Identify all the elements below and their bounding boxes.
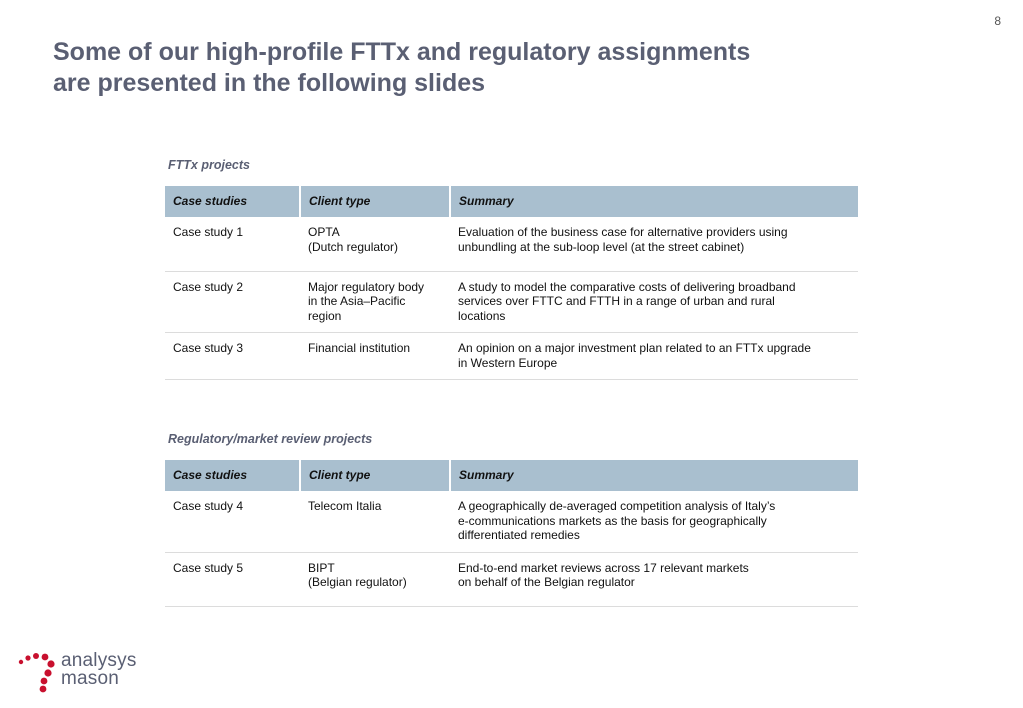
client-type-cell: OPTA (Dutch regulator) xyxy=(300,217,450,271)
section-label-regulatory: Regulatory/market review projects xyxy=(168,432,373,446)
client-type-cell: Telecom Italia xyxy=(300,491,450,552)
case-study-cell: Case study 3 xyxy=(165,333,300,380)
table-header-row xyxy=(165,460,858,491)
case-study-cell: Case study 5 xyxy=(165,552,300,606)
case-study-cell: Case study 1 xyxy=(165,217,300,271)
case-study-cell: Case study 4 xyxy=(165,491,300,552)
client-type-cell: Financial institution xyxy=(300,333,450,380)
summary-cell: Evaluation of the business case for alternative providers using unbundling at the sub-loop level (at the street cabinet) xyxy=(450,217,858,271)
page-number: 8 xyxy=(994,14,1001,28)
section-label-fttx: FTTx projects xyxy=(168,158,250,172)
client-type-cell: Major regulatory body in the Asia–Pacific region xyxy=(300,271,450,333)
table-row xyxy=(165,217,858,271)
slide-title: Some of our high-profile FTTx and regulatory assignments are presented in the following slides xyxy=(53,38,751,97)
fttx-projects-table xyxy=(165,186,858,380)
case-study-cell: Case study 2 xyxy=(165,271,300,333)
column-header-case-studies: Case studies xyxy=(165,186,300,217)
logo-text: analysys mason xyxy=(61,650,137,689)
column-header-summary: Summary xyxy=(450,460,858,491)
client-type-cell: BIPT (Belgian regulator) xyxy=(300,552,450,606)
summary-cell: An opinion on a major investment plan related to an FTTx upgrade in Western Europe xyxy=(450,333,858,380)
column-header-case-studies: Case studies xyxy=(165,460,300,491)
table-row xyxy=(165,491,858,552)
dots-logo-icon xyxy=(17,652,59,696)
table-header-row xyxy=(165,186,858,217)
table-row xyxy=(165,552,858,606)
column-header-client-type: Client type xyxy=(300,186,450,217)
regulatory-projects-table xyxy=(165,460,858,607)
table-row xyxy=(165,271,858,333)
summary-cell: A geographically de-averaged competition analysis of Italy’s e-communications markets as the basis for geographically differentiated remedies xyxy=(450,491,858,552)
summary-cell: End-to-end market reviews across 17 relevant markets on behalf of the Belgian regulator xyxy=(450,552,858,606)
column-header-summary: Summary xyxy=(450,186,858,217)
summary-cell: A study to model the comparative costs of delivering broadband services over FTTC and FTTH in a range of urban and rural locations xyxy=(450,271,858,333)
analysys-mason-logo xyxy=(17,652,157,696)
column-header-client-type: Client type xyxy=(300,460,450,491)
table-row xyxy=(165,333,858,380)
